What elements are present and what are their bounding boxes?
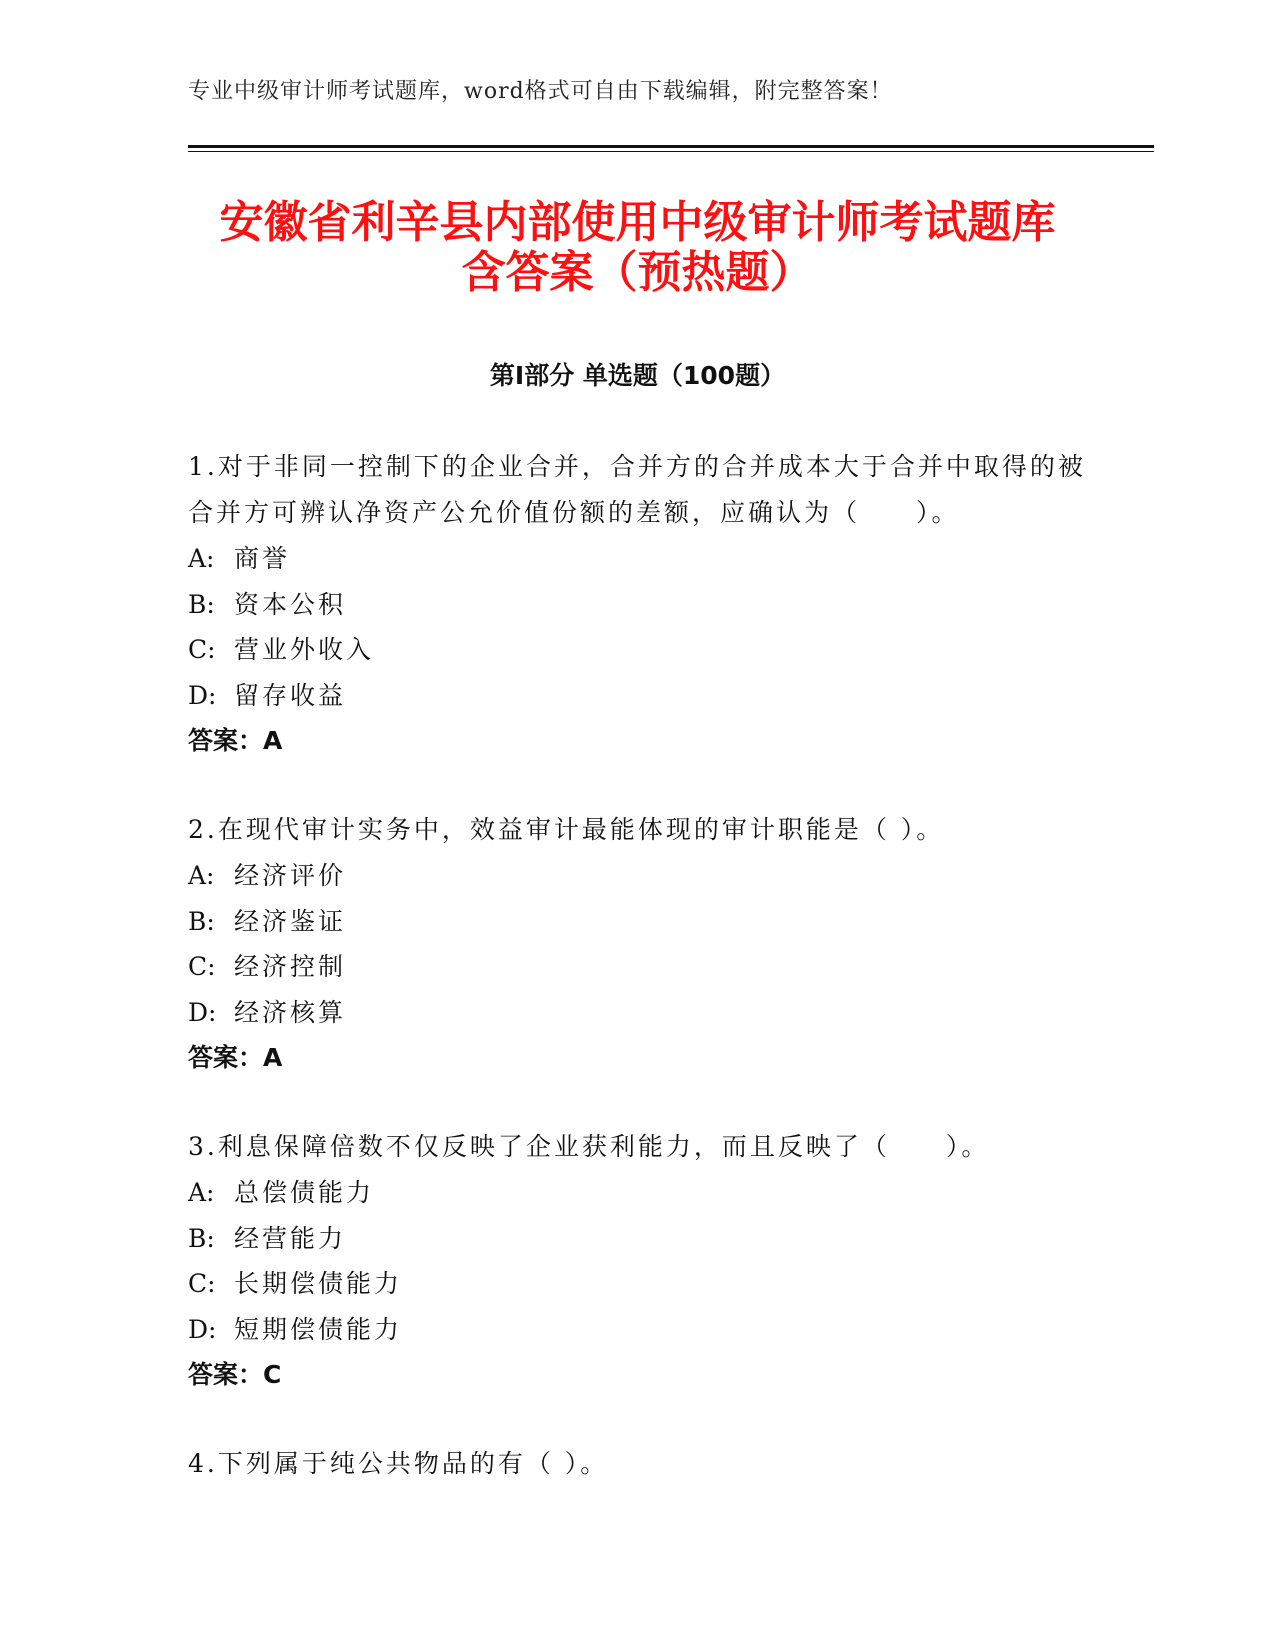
option-key: B: [188, 906, 215, 936]
option-b [188, 899, 1088, 945]
option-key: A: [188, 1178, 215, 1207]
option-text: 短期偿债能力 [234, 1314, 403, 1344]
answer-line: 答案：A [188, 1043, 283, 1072]
option-text: 营业外收入 [234, 635, 375, 664]
question-stem: 2.在现代审计实务中，效益审计最能体现的审计职能是（ ）。 [188, 815, 945, 844]
option-key: D: [188, 680, 217, 710]
option-key: A: [188, 861, 215, 890]
option-text: 长期偿债能力 [234, 1269, 403, 1298]
question-1 [188, 444, 1088, 764]
option-text: 经济控制 [234, 952, 347, 981]
option-key: B: [188, 1223, 215, 1253]
option-text: 商誉 [234, 544, 291, 573]
question-stem: 1.对于非同一控制下的企业合并，合并方的合并成本大于合并中取得的被合并方可辨认净资产公允价值份额的差额，应确认为（ ）。 [188, 452, 1086, 527]
option-text: 总偿债能力 [234, 1178, 375, 1207]
option-c [188, 944, 1088, 990]
question-2 [188, 807, 1088, 1081]
option-key: C: [188, 1269, 216, 1298]
option-text: 经济核算 [234, 997, 347, 1027]
document-title [150, 198, 1125, 298]
option-text: 经济评价 [234, 861, 347, 890]
option-c [188, 627, 1088, 673]
option-text: 留存收益 [234, 680, 347, 710]
page-header: 专业中级审计师考试题库，word格式可自由下载编辑，附完整答案！ [188, 79, 893, 104]
option-key: D: [188, 997, 217, 1027]
answer-line: 答案：C [188, 1360, 282, 1389]
section-heading: 第Ⅰ部分 单选题（100题） [489, 361, 786, 390]
option-d [188, 990, 1088, 1036]
answer-line: 答案：A [188, 726, 283, 755]
document-title-line-2: 含答案（预热题） [461, 247, 814, 298]
option-text: 经营能力 [234, 1223, 347, 1253]
question-stem: 3.利息保障倍数不仅反映了企业获利能力，而且反映了（ ）。 [188, 1132, 990, 1161]
option-key: C: [188, 952, 216, 981]
option-b [188, 1216, 1088, 1262]
option-b [188, 582, 1088, 628]
question-3 [188, 1124, 1088, 1398]
option-text: 资本公积 [234, 589, 347, 619]
option-text: 经济鉴证 [234, 906, 347, 936]
option-key: C: [188, 635, 216, 664]
header-divider-thin [188, 151, 1154, 152]
option-c [188, 1261, 1088, 1307]
option-key: B: [188, 589, 215, 619]
option-a [188, 853, 1088, 899]
question-list [188, 444, 1088, 1530]
option-key: D: [188, 1314, 217, 1344]
question-stem: 4.下列属于纯公共物品的有（ ）。 [188, 1449, 609, 1478]
question-4 [188, 1441, 1088, 1487]
document-title-line-1: 安徽省利辛县内部使用中级审计师考试题库 [219, 197, 1056, 248]
header-divider-thick [188, 145, 1154, 148]
option-a [188, 536, 1088, 582]
option-a [188, 1170, 1088, 1216]
option-key: A: [188, 544, 215, 573]
option-d [188, 673, 1088, 719]
option-d [188, 1307, 1088, 1353]
